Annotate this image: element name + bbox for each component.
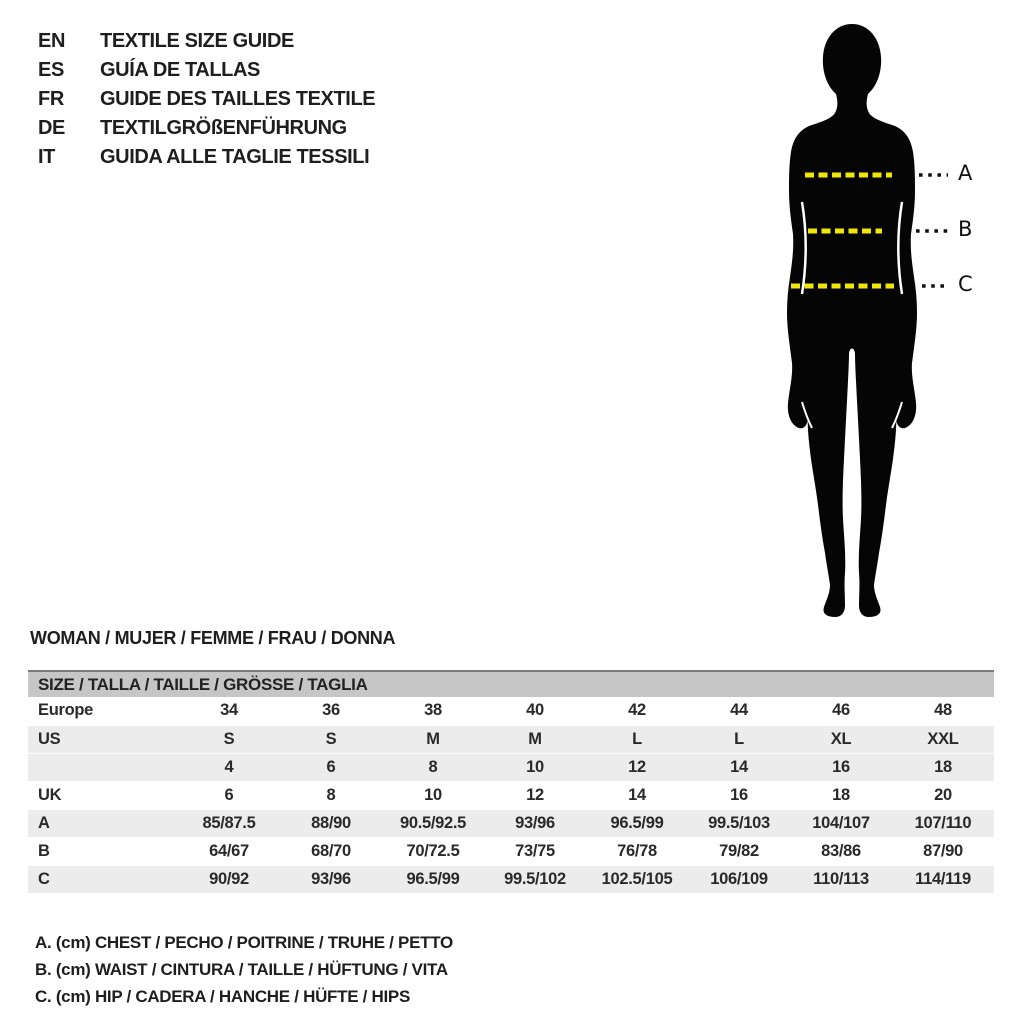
table-cell: 110/113	[790, 865, 892, 893]
table-cell: M	[484, 725, 586, 753]
language-code: IT	[38, 146, 55, 168]
body-silhouette	[787, 24, 917, 617]
table-cell: 85/87.5	[178, 809, 280, 837]
table-cell: 96.5/99	[586, 809, 688, 837]
table-cell: 40	[484, 697, 586, 725]
guide-title: TEXTILE SIZE GUIDE	[100, 30, 294, 52]
table-cell: L	[586, 725, 688, 753]
table-cell: 102.5/105	[586, 865, 688, 893]
table-cell: 114/119	[892, 865, 994, 893]
language-code: ES	[38, 59, 64, 81]
table-cell: 16	[790, 753, 892, 781]
language-row-it	[38, 143, 375, 172]
table-cell: 48	[892, 697, 994, 725]
table-row-waist	[28, 837, 994, 865]
language-code: FR	[38, 88, 64, 110]
table-row-hip	[28, 865, 994, 893]
table-cell: 106/109	[688, 865, 790, 893]
row-label: B	[28, 837, 178, 865]
table-row-uk	[28, 781, 994, 809]
marker-label-hip: C	[958, 272, 973, 296]
table-cell: 10	[484, 753, 586, 781]
guide-title: GUIDE DES TAILLES TEXTILE	[100, 88, 376, 110]
guide-title: GUÍA DE TALLAS	[100, 59, 260, 81]
guide-title: TEXTILGRÖßENFÜHRUNG	[100, 117, 347, 139]
table-cell: 99.5/102	[484, 865, 586, 893]
size-table	[28, 670, 994, 894]
table-cell: 87/90	[892, 837, 994, 865]
marker-label-chest: A	[958, 161, 973, 185]
table-cell: S	[178, 725, 280, 753]
language-code: DE	[38, 117, 65, 139]
language-code: EN	[38, 30, 65, 52]
table-cell: 18	[892, 753, 994, 781]
table-cell: M	[382, 725, 484, 753]
language-row-de	[38, 114, 375, 143]
table-cell: 34	[178, 697, 280, 725]
measurement-legend	[35, 929, 453, 1010]
table-cell: 42	[586, 697, 688, 725]
table-cell: 38	[382, 697, 484, 725]
table-cell: 68/70	[280, 837, 382, 865]
table-row-europe	[28, 697, 994, 725]
marker-label-waist: B	[958, 217, 973, 241]
legend-chest: A. (cm) CHEST / PECHO / POITRINE / TRUHE / PETTO	[35, 933, 453, 952]
table-cell: 14	[586, 781, 688, 809]
table-cell: 8	[382, 753, 484, 781]
table-row-us	[28, 725, 994, 753]
legend-waist: B. (cm) WAIST / CINTURA / TAILLE / HÜFTUNG / VITA	[35, 960, 448, 979]
language-row-fr	[38, 85, 375, 114]
table-cell: L	[688, 725, 790, 753]
language-title-list	[38, 27, 375, 172]
table-header-row	[28, 671, 994, 697]
table-cell: 14	[688, 753, 790, 781]
table-cell: 6	[280, 753, 382, 781]
table-cell: 64/67	[178, 837, 280, 865]
table-cell: 20	[892, 781, 994, 809]
table-cell: 12	[484, 781, 586, 809]
table-row-us-numeric	[28, 753, 994, 781]
guide-title: GUIDA ALLE TAGLIE TESSILI	[100, 146, 370, 168]
table-cell: 104/107	[790, 809, 892, 837]
table-cell: XL	[790, 725, 892, 753]
table-cell: 73/75	[484, 837, 586, 865]
row-label: C	[28, 865, 178, 893]
row-label: Europe	[28, 697, 178, 725]
table-cell: 10	[382, 781, 484, 809]
table-cell: S	[280, 725, 382, 753]
table-cell: 79/82	[688, 837, 790, 865]
table-cell: 90/92	[178, 865, 280, 893]
table-cell: 8	[280, 781, 382, 809]
legend-hip: C. (cm) HIP / CADERA / HANCHE / HÜFTE / HIPS	[35, 987, 411, 1006]
table-cell: 99.5/103	[688, 809, 790, 837]
row-label: US	[28, 725, 178, 753]
table-cell: 76/78	[586, 837, 688, 865]
row-label: UK	[28, 781, 178, 809]
table-cell: 44	[688, 697, 790, 725]
table-cell: 88/90	[280, 809, 382, 837]
table-cell: 46	[790, 697, 892, 725]
woman-silhouette-figure	[755, 10, 1020, 622]
table-cell: 70/72.5	[382, 837, 484, 865]
table-cell: 4	[178, 753, 280, 781]
woman-silhouette	[755, 10, 965, 620]
table-cell: 93/96	[484, 809, 586, 837]
table-cell: 6	[178, 781, 280, 809]
table-cell: 83/86	[790, 837, 892, 865]
table-cell: 96.5/99	[382, 865, 484, 893]
table-cell: 90.5/92.5	[382, 809, 484, 837]
table-cell: 36	[280, 697, 382, 725]
row-label	[28, 753, 178, 781]
language-row-es	[38, 56, 375, 85]
table-cell: 107/110	[892, 809, 994, 837]
table-row-chest	[28, 809, 994, 837]
table-header: SIZE / TALLA / TAILLE / GRÖSSE / TAGLIA	[28, 671, 994, 697]
row-label: A	[28, 809, 178, 837]
table-cell: XXL	[892, 725, 994, 753]
table-cell: 12	[586, 753, 688, 781]
language-row-en	[38, 27, 375, 56]
table-cell: 16	[688, 781, 790, 809]
section-title: WOMAN / MUJER / FEMME / FRAU / DONNA	[30, 628, 396, 648]
table-cell: 18	[790, 781, 892, 809]
table-cell: 93/96	[280, 865, 382, 893]
